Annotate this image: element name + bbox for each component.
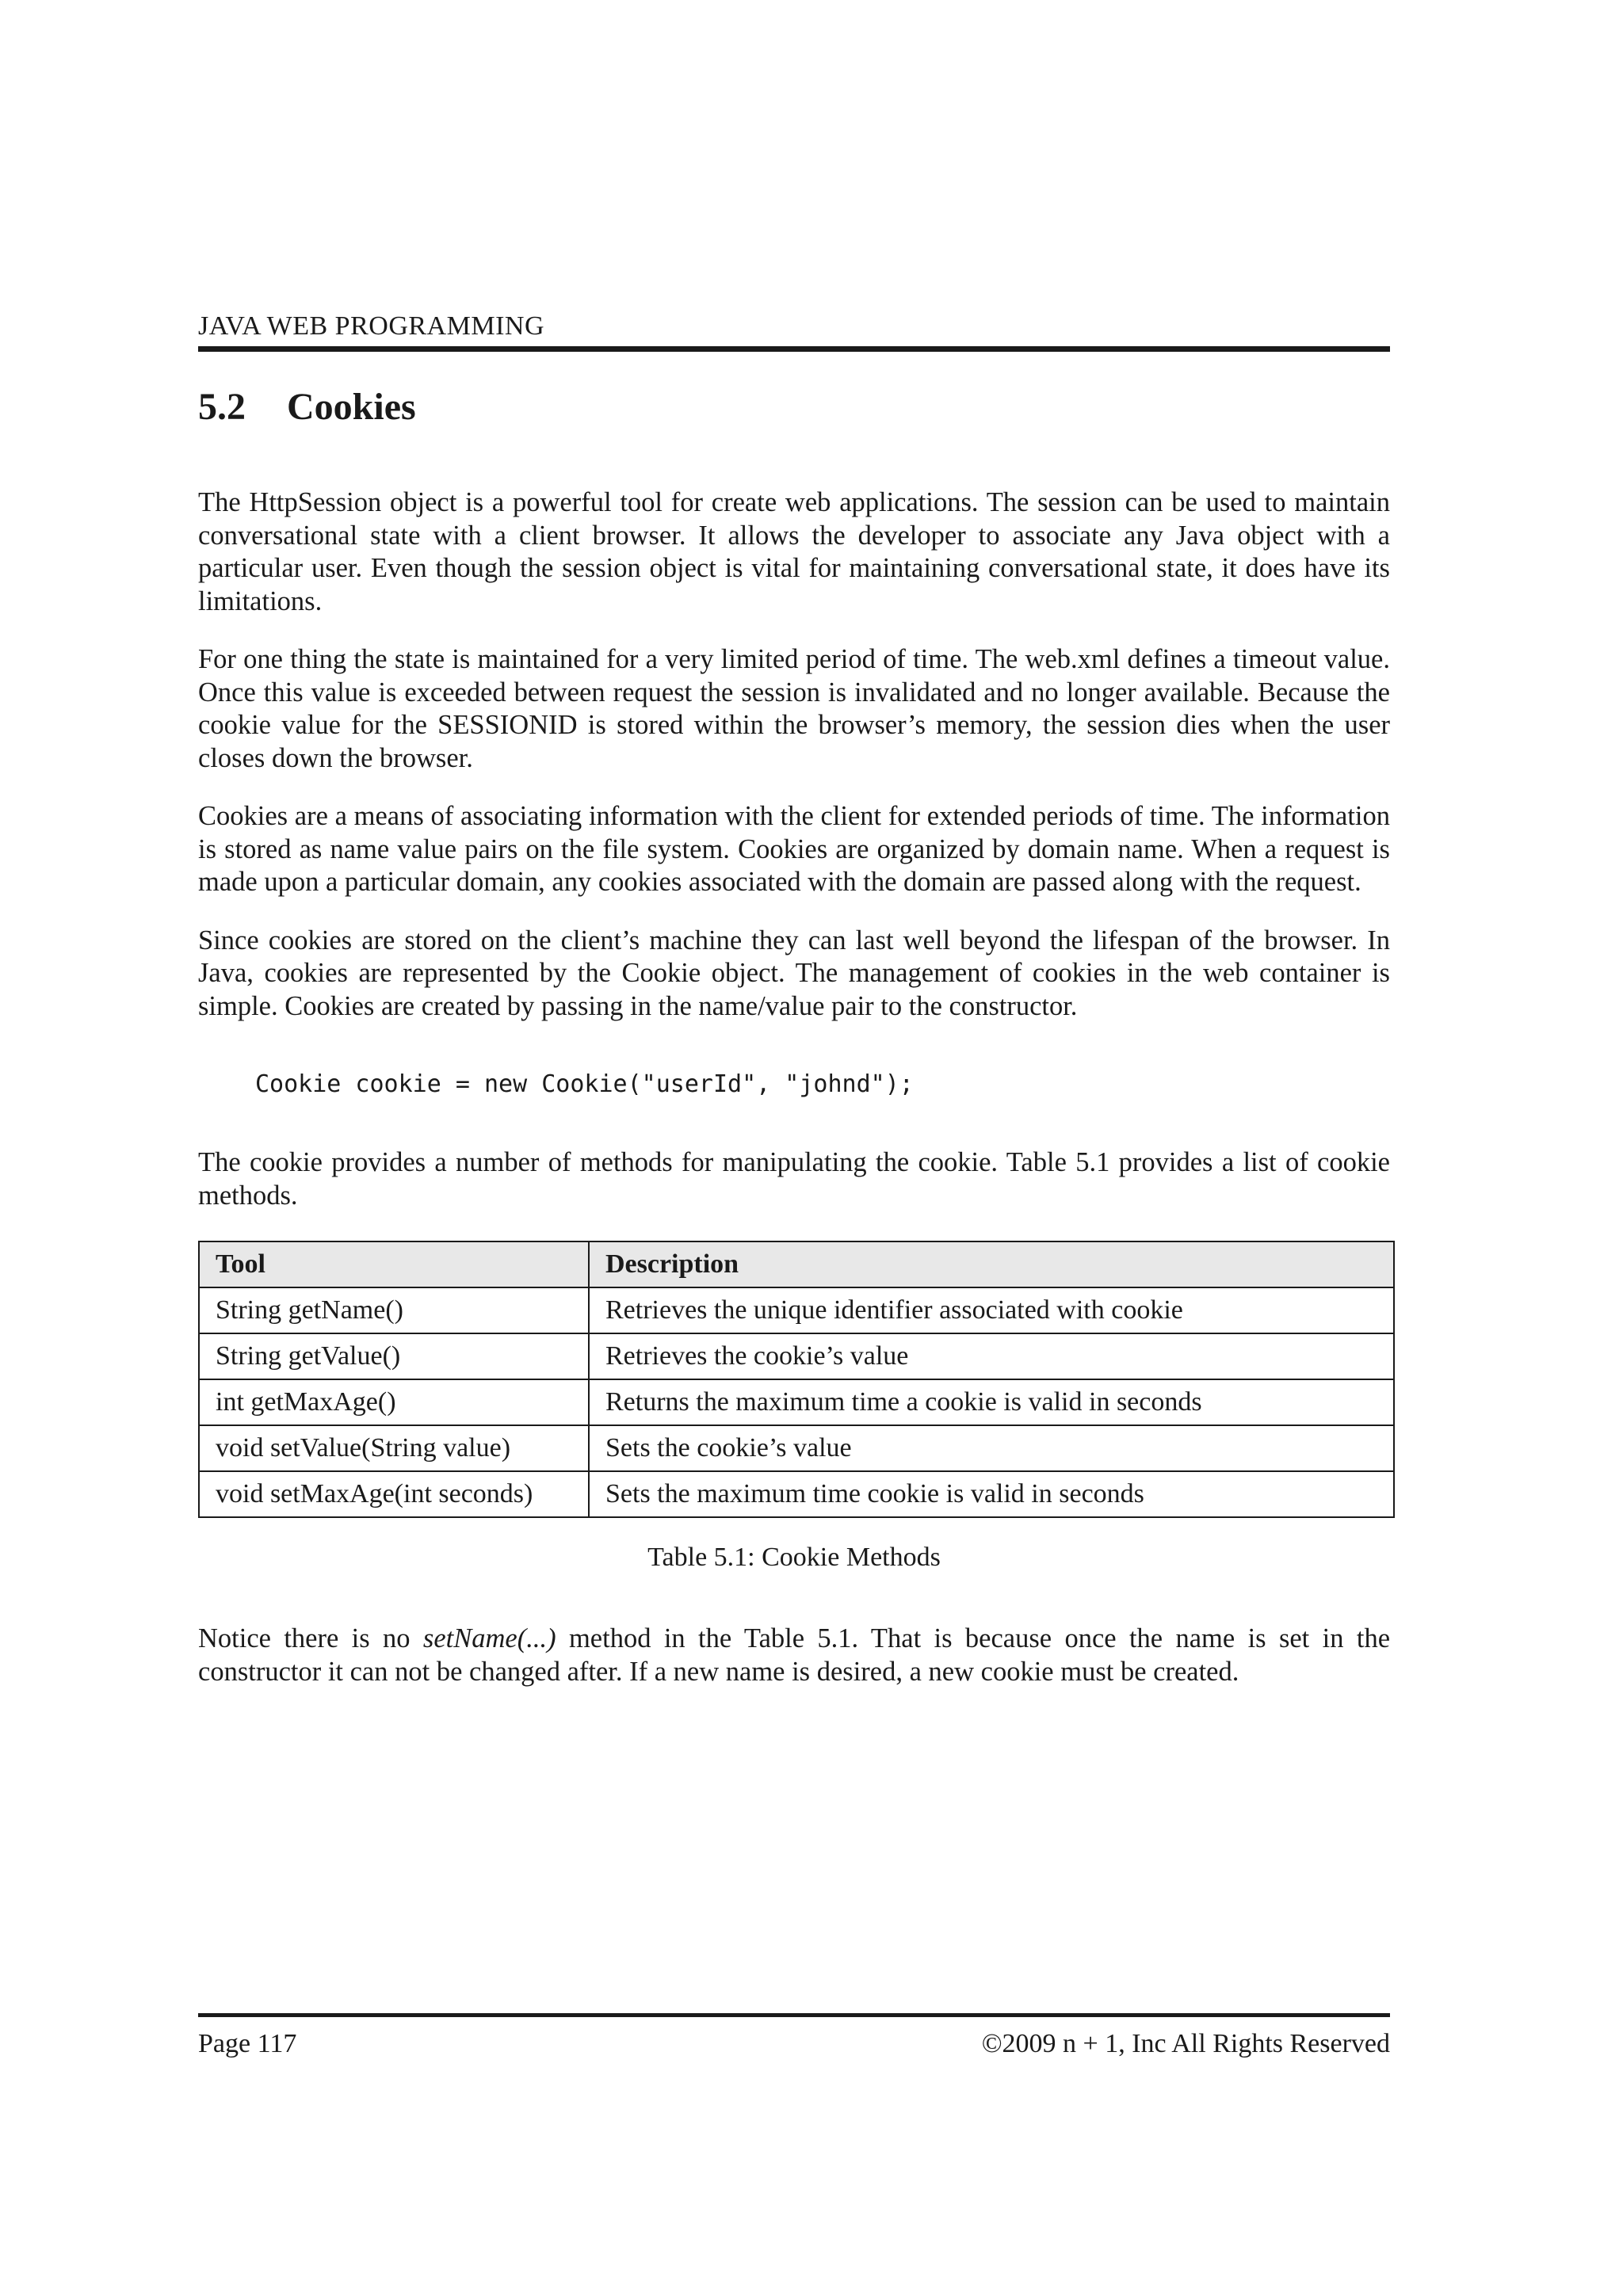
table-cell-description: Retrieves the cookie’s value <box>589 1333 1394 1379</box>
body-text <box>198 486 1390 1714</box>
table-row <box>199 1425 1394 1471</box>
paragraph-closing <box>198 1623 1390 1688</box>
paragraph: Cookies are a means of associating information with the client for extended periods of time. The information is stored as name value pairs on the file system. Cookies are organized by domain name. When a request is made upon a particular domain, any cookies associated with the domain are passed along with the request. <box>198 801 1390 897</box>
column-header-tool: Tool <box>199 1241 589 1287</box>
table-cell-description: Sets the cookie’s value <box>589 1425 1394 1471</box>
table-row <box>199 1471 1394 1517</box>
table-cell-description: Returns the maximum time a cookie is valid in seconds <box>589 1379 1394 1425</box>
copyright-notice: ©2009 n + 1, Inc All Rights Reserved <box>981 2029 1390 2058</box>
table-cell-tool: int getMaxAge() <box>199 1379 589 1425</box>
paragraph: The HttpSession object is a powerful tool for create web applications. The session can be used to maintain conversational state with a client browser. It allows the developer to associate any Java object with a particular user. Even though the session object is vital for maintaining conversational state, it does have its limitations. <box>198 487 1390 616</box>
header-rule <box>198 346 1390 352</box>
paragraph: Since cookies are stored on the client’s machine they can last well beyond the lifespan of the browser. In Java, cookies are represented by the Cookie object. The management of cookies in the web container is simple. Cookies are created by passing in the name/value pair to the constructor. <box>198 925 1390 1021</box>
table-caption: Table 5.1: Cookie Methods <box>647 1543 941 1572</box>
table-header-row <box>199 1241 1394 1287</box>
table-row <box>199 1333 1394 1379</box>
cookie-methods-table <box>198 1241 1395 1518</box>
section-heading <box>198 383 416 431</box>
table-cell-tool: String getName() <box>199 1287 589 1333</box>
closing-text-before: Notice there is no <box>198 1623 423 1653</box>
table-row <box>199 1379 1394 1425</box>
closing-text-after: method in the Table 5.1. That is because once the name is set in the constructor it can not be changed after. If a new name is desired, a new cookie must be created. <box>198 1623 1391 1687</box>
method-name-emphasis: setName(...) <box>422 1623 556 1653</box>
table-cell-tool: void setValue(String value) <box>199 1425 589 1471</box>
column-header-description: Description <box>589 1241 1394 1287</box>
table-cell-tool: String getValue() <box>199 1333 589 1379</box>
paragraph-table-intro: The cookie provides a number of methods for manipulating the cookie. Table 5.1 provides a list of cookie methods. <box>198 1147 1390 1211</box>
code-sample: Cookie cookie = new Cookie("userId", "johnd"); <box>255 1070 914 1098</box>
section-title: Cookies <box>287 386 416 428</box>
page-number: Page 117 <box>198 2029 297 2058</box>
table-cell-description: Retrieves the unique identifier associated with cookie <box>589 1287 1394 1333</box>
table-row <box>199 1287 1394 1333</box>
footer-rule <box>198 2013 1390 2017</box>
paragraph: For one thing the state is maintained for a very limited period of time. The web.xml defines a timeout value. Once this value is exceeded between request the session is invalidated and no longer available. Because the cookie value for the SESSIONID is stored within the browser’s memory, the session dies when the user closes down the browser. <box>198 644 1390 773</box>
document-page <box>198 0 1390 2296</box>
running-header: JAVA WEB PROGRAMMING <box>198 311 544 341</box>
table-cell-tool: void setMaxAge(int seconds) <box>199 1471 589 1517</box>
section-number: 5.2 <box>198 386 246 428</box>
table-cell-description: Sets the maximum time cookie is valid in seconds <box>589 1471 1394 1517</box>
